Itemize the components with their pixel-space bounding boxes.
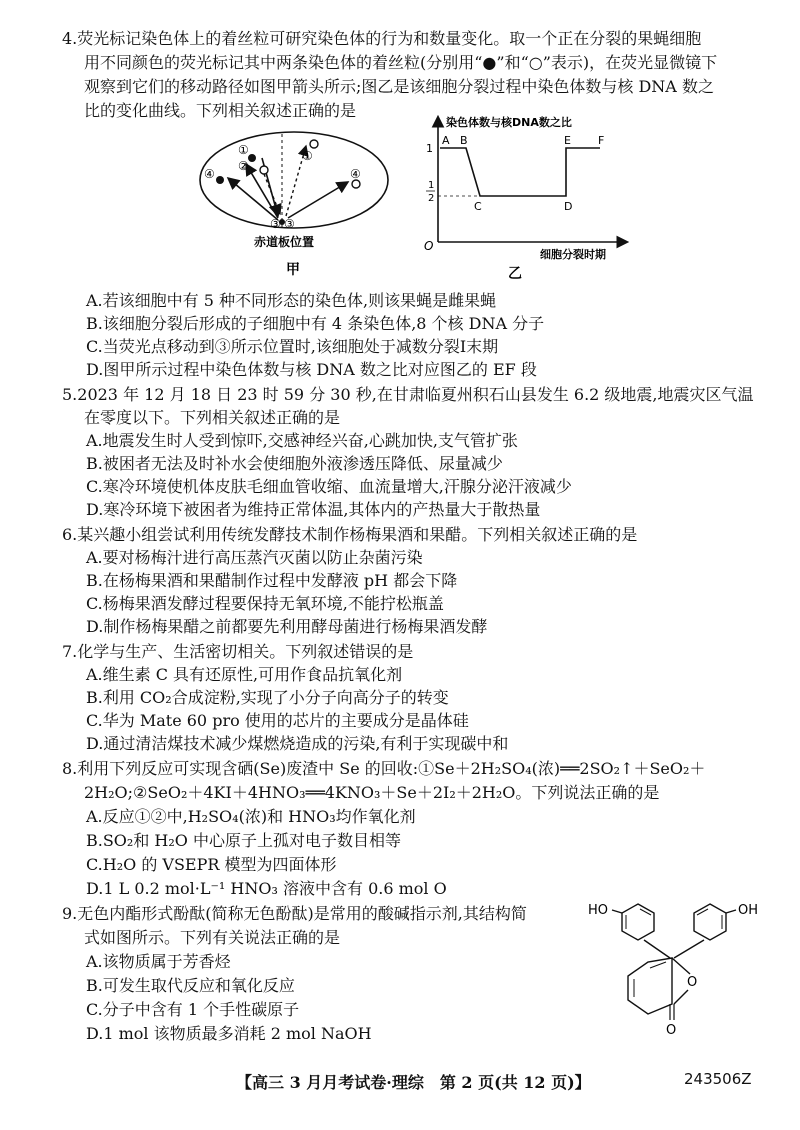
q6-option-c: C.杨梅果酒发酵过程要保持无氧环境,不能拧松瓶盖: [86, 594, 444, 613]
point-D: D: [564, 200, 573, 213]
q6-stem-line-1: 6.某兴趣小组尝试利用传统发酵技术制作杨梅果酒和果醋。下列相关叙述正确的是: [62, 525, 638, 544]
dot-open: [260, 166, 268, 174]
mark-1-left: ①: [238, 143, 249, 157]
q4-option-c: C.当荧光点移动到③所示位置时,该细胞处于减数分裂Ⅰ末期: [86, 337, 499, 356]
q8-option-d: D.1 L 0.2 mol·L⁻¹ HNO₃ 溶液中含有 0.6 mol O: [86, 879, 447, 898]
q8-option-a: A.反应①②中,H₂SO₄(浓)和 HNO₃均作氧化剂: [86, 807, 416, 826]
q6-option-d: D.制作杨梅果醋之前都要先利用酵母菌进行杨梅果酒发酵: [86, 617, 488, 636]
q9-option-c: C.分子中含有 1 个手性碳原子: [86, 1000, 300, 1019]
tick-half-den: 2: [428, 193, 435, 204]
point-C: C: [474, 200, 482, 213]
q5-option-a: A.地震发生时人受到惊吓,交感神经兴奋,心跳加快,支气管扩张: [86, 431, 518, 450]
q5-option-b: B.被困者无法及时补水会使细胞外液渗透压降低、尿量减少: [86, 454, 503, 473]
dot-filled: [248, 154, 256, 162]
mark-1-right: ①: [302, 149, 313, 163]
mark-4-left: ④: [204, 167, 215, 181]
ho-group: HO: [588, 903, 609, 918]
dot-open: [310, 140, 318, 148]
q9-stem-line-2: 式如图所示。下列有关说法正确的是: [84, 928, 341, 947]
carbonyl-oxygen: O: [666, 1023, 677, 1038]
point-B: B: [460, 134, 468, 147]
q4-stem-line-1: 4.荧光标记染色体上的着丝粒可研究染色体的行为和数量变化。取一个正在分裂的果蝇细胞: [62, 29, 702, 48]
q4-option-d: D.图甲所示过程中染色体数与核 DNA 数之比对应图乙的 EF 段: [86, 360, 537, 379]
q4-stem-line-3: 观察到它们的移动路径如图甲箭头所示;图乙是该细胞分裂过程中染色体数与核 DNA 数之: [84, 77, 714, 96]
mark-4-right: ④: [350, 167, 361, 181]
q7-option-a: A.维生素 C 具有还原性,可用作食品抗氧化剂: [86, 665, 403, 684]
point-A: A: [442, 134, 450, 147]
phenolphthalein-structure: [586, 896, 782, 1038]
q7-option-c: C.华为 Mate 60 pro 使用的芯片的主要成分是晶体硅: [86, 711, 469, 730]
ring-oxygen: O: [687, 975, 698, 990]
q5-stem-line-2: 在零度以下。下列相关叙述正确的是: [84, 408, 341, 427]
x-axis-label: 细胞分裂时期: [540, 248, 606, 261]
equator-caption: 赤道板位置: [254, 235, 315, 249]
q8-option-b: B.SO₂和 H₂O 中心原子上孤对电子数目相等: [86, 831, 401, 850]
q7-stem-line-1: 7.化学与生产、生活密切相关。下列叙述错误的是: [62, 642, 414, 661]
figure-jia-label: 甲: [286, 262, 300, 278]
q4-stem-line-4: 比的变化曲线。下列相关叙述正确的是: [84, 101, 357, 120]
q4-option-a: A.若该细胞中有 5 种不同形态的染色体,则该果蝇是雌果蝇: [86, 291, 497, 310]
q7-option-d: D.通过清洁煤技术减少煤燃烧造成的污染,有利于实现碳中和: [86, 734, 509, 753]
q5-option-c: C.寒冷环境使机体皮肤毛细血管收缩、血流量增大,汗腺分泌汗液减少: [86, 477, 572, 496]
tick-half-num: 1: [428, 180, 435, 191]
y-axis-label: 染色体数与核DNA数之比: [446, 116, 572, 129]
oh-group: OH: [738, 903, 759, 918]
dot-open: [352, 180, 360, 188]
q9-option-a: A.该物质属于芳香烃: [86, 952, 231, 971]
q9-stem-line-1: 9.无色内酯形式酚酞(简称无色酚酞)是常用的酸碱指示剂,其结构简: [62, 904, 527, 923]
tick-1: 1: [426, 142, 433, 155]
q4-stem-line-2: 用不同颜色的荧光标记其中两条染色体的着丝粒(分别用“●”和“○”表示)，在荧光显微镜下: [84, 53, 718, 72]
q8-stem-line-1: 8.利用下列反应可实现含硒(Se)废渣中 Se 的回收:①Se＋2H₂SO₄(浓)══2SO₂↑＋SeO₂＋: [62, 759, 706, 778]
ratio-curve: [440, 148, 600, 196]
q4-option-b: B.该细胞分裂后形成的子细胞中有 4 条染色体,8 个核 DNA 分子: [86, 314, 545, 333]
point-E: E: [564, 134, 571, 147]
figure-yi-label: 乙: [508, 266, 522, 282]
q6-option-b: B.在杨梅果酒和果醋制作过程中发酵液 pH 都会下降: [86, 571, 458, 590]
q6-option-a: A.要对杨梅汁进行高压蒸汽灭菌以防止杂菌污染: [86, 548, 423, 567]
page-footer: 【高三 3 月月考试卷·理综 第 2 页(共 12 页)】: [236, 1073, 591, 1092]
figure-yi: [416, 112, 632, 282]
q8-option-c: C.H₂O 的 VSEPR 模型为四面体形: [86, 855, 337, 874]
point-F: F: [598, 134, 605, 147]
q7-option-b: B.利用 CO₂合成淀粉,实现了小分子向高分子的转变: [86, 688, 449, 707]
mark-3-b: ③: [284, 217, 295, 231]
dot-filled: [216, 176, 224, 184]
mark-3-a: ③: [270, 217, 281, 231]
q8-stem-line-2: 2H₂O;②SeO₂＋4KI＋4HNO₃══4KNO₃＋Se＋2I₂＋2H₂O。下列说法正确的是: [84, 783, 660, 802]
paper-code: 243506Z: [684, 1070, 752, 1088]
q5-stem-line-1: 5.2023 年 12 月 18 日 23 时 59 分 30 秒,在甘肃临夏州积石山县发生 6.2 级地震,地震灾区气温: [62, 385, 754, 404]
figure-jia: [198, 128, 398, 278]
q9-option-b: B.可发生取代反应和氧化反应: [86, 976, 295, 995]
mark-2-left: ②: [238, 159, 249, 173]
origin-label: O: [424, 239, 434, 253]
q5-option-d: D.寒冷环境下被困者为维持正常体温,其体内的产热量大于散热量: [86, 500, 541, 519]
q9-option-d: D.1 mol 该物质最多消耗 2 mol NaOH: [86, 1024, 372, 1043]
